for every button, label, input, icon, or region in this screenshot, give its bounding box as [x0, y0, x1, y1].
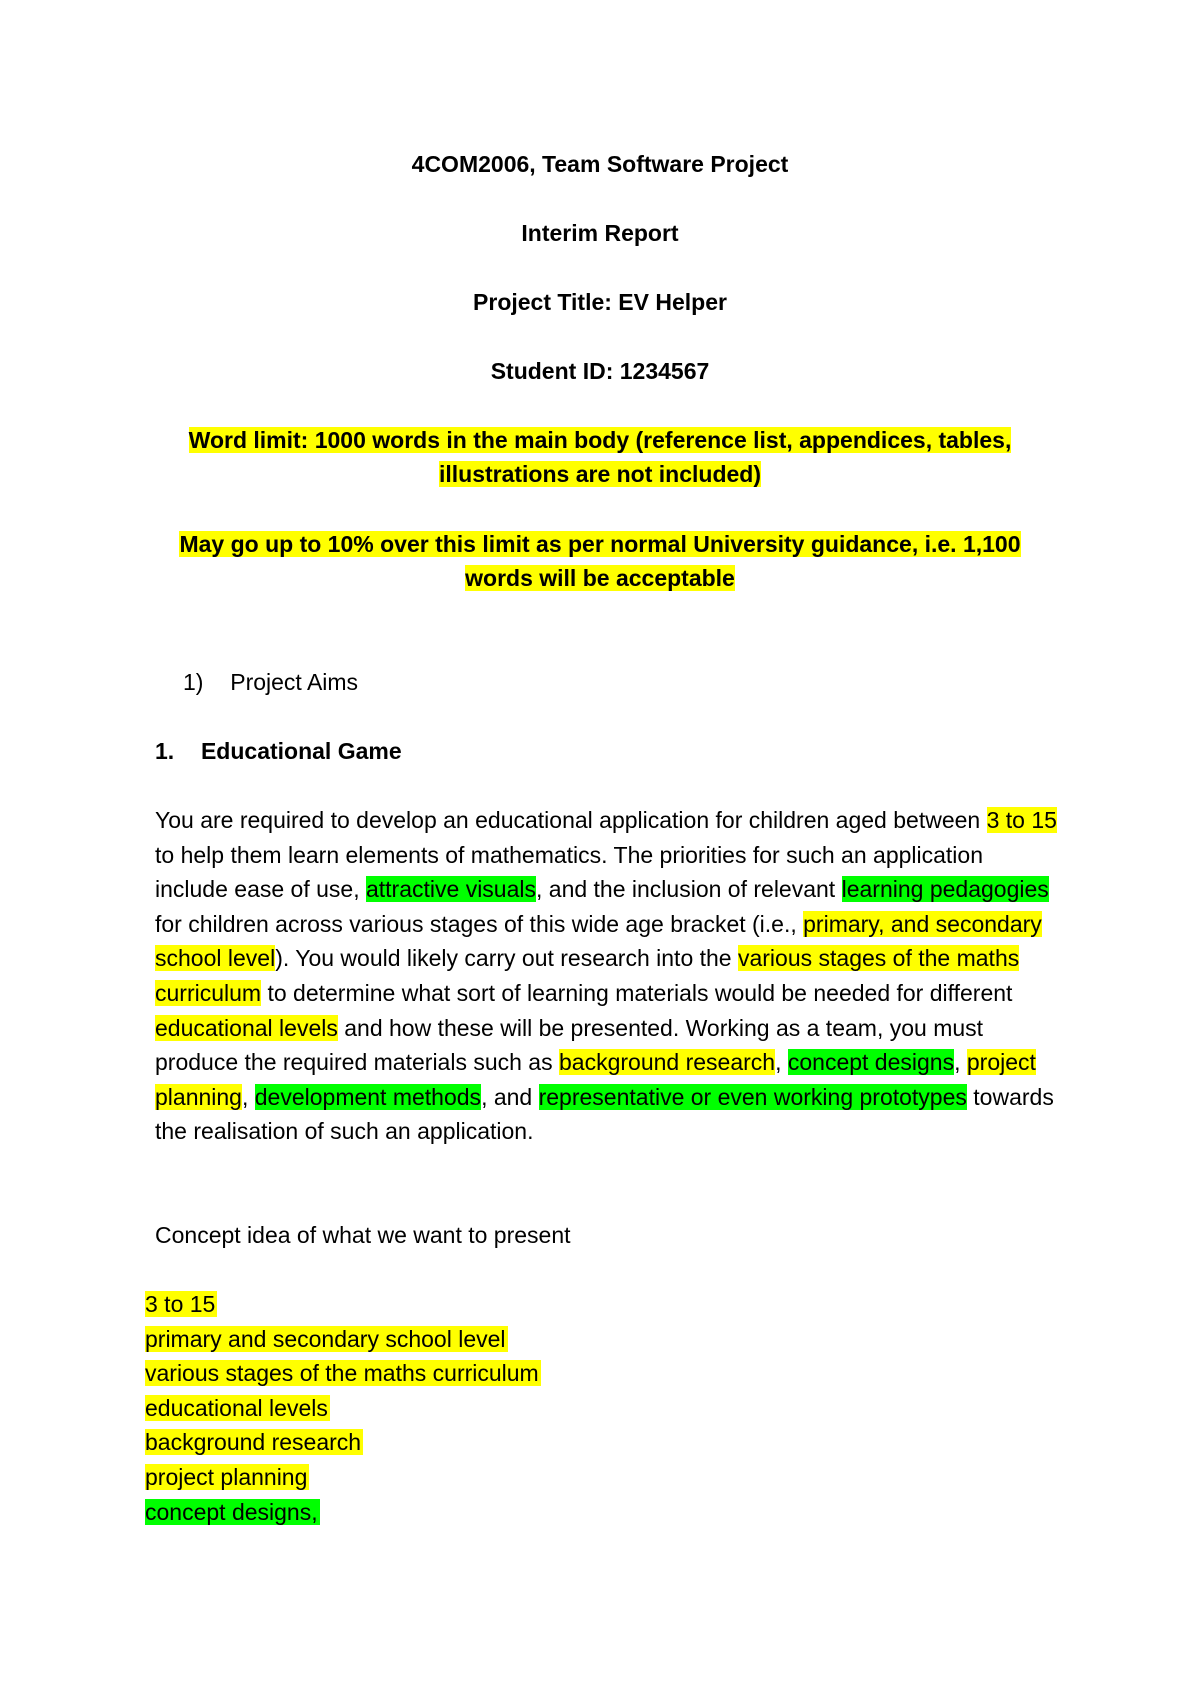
concept-list-item — [145, 1356, 845, 1391]
concept-list-item — [145, 1322, 845, 1357]
section-number: 1) — [183, 669, 204, 695]
subsection-number: 1. — [155, 738, 175, 764]
paragraph-text: towards the realisation of such an application. — [155, 1083, 1054, 1145]
paragraph-text: , and — [481, 1083, 539, 1110]
highlighted-phrase-green: attractive visuals — [365, 876, 536, 903]
concept-list-item — [145, 1495, 845, 1530]
section-heading — [183, 665, 358, 699]
over-limit-notice — [145, 527, 1055, 595]
concept-list-item — [145, 1425, 845, 1460]
highlighted-phrase-green: development methods — [254, 1083, 482, 1110]
section-title: Project Aims — [230, 669, 359, 695]
paragraph-text: , — [775, 1049, 788, 1076]
concept-list — [145, 1287, 845, 1529]
over-limit-text: May go up to 10% over this limit as per normal University guidance, i.e. 1,100 words will be acceptable — [179, 531, 1021, 591]
subsection-title: Educational Game — [200, 738, 402, 764]
highlighted-phrase-green: learning pedagogies — [841, 876, 1049, 903]
paragraph-text: to help them learn elements of mathematics. The priorities for such an application include ease of use, — [155, 841, 983, 903]
concept-list-text: concept designs, — [145, 1498, 318, 1525]
highlighted-phrase-green: concept designs — [787, 1049, 955, 1076]
highlighted-phrase-yellow: project planning — [155, 1049, 1036, 1110]
report-type: Interim Report — [521, 220, 679, 246]
concept-list-text: 3 to 15 — [145, 1291, 216, 1317]
project-title: Project Title: EV Helper — [473, 289, 727, 315]
paragraph-text: You are required to develop an educational application for children aged between — [155, 807, 987, 833]
highlighted-phrase-yellow: 3 to 15 — [986, 807, 1057, 833]
concept-list-text: educational levels — [145, 1394, 328, 1421]
concept-list-text: various stages of the maths curriculum — [145, 1360, 539, 1387]
word-limit-notice — [145, 423, 1055, 491]
paragraph-text: , and the inclusion of relevant — [536, 876, 842, 903]
word-limit-text: Word limit: 1000 words in the main body (reference list, appendices, tables, illustrations are not included) — [188, 427, 1012, 487]
highlighted-phrase-green: representative or even working prototypes — [538, 1083, 967, 1110]
concept-list-item — [145, 1460, 845, 1495]
paragraph-text: ). You would likely carry out research into the — [275, 945, 738, 972]
concept-list-text: project planning — [145, 1463, 308, 1490]
concept-list-item — [145, 1287, 845, 1322]
highlighted-phrase-yellow: various stages of the maths curriculum — [155, 945, 1020, 1006]
concept-list-text: background research — [145, 1429, 362, 1456]
student-id: Student ID: 1234567 — [490, 358, 710, 384]
highlighted-phrase-yellow: primary, and secondary school level — [155, 910, 1042, 972]
subsection-heading — [155, 734, 402, 768]
highlighted-phrase-yellow: educational levels — [155, 1014, 338, 1041]
concept-heading: Concept idea of what we want to present — [155, 1222, 571, 1248]
paragraph-text: , — [241, 1083, 255, 1110]
aims-paragraph — [155, 803, 1060, 1149]
paragraph-text: to determine what sort of learning materials would be needed for different — [261, 979, 1013, 1006]
course-title: 4COM2006, Team Software Project — [411, 151, 789, 177]
concept-list-text: primary and secondary school level — [145, 1325, 506, 1352]
concept-list-item — [145, 1391, 845, 1426]
paragraph-text: , — [954, 1049, 967, 1076]
paragraph-text: and how these will be presented. Working as a team, you must produce the required materials such as — [155, 1014, 984, 1076]
paragraph-text: for children across various stages of this wide age bracket (i.e., — [155, 910, 804, 937]
highlighted-phrase-yellow: background research — [559, 1049, 776, 1076]
